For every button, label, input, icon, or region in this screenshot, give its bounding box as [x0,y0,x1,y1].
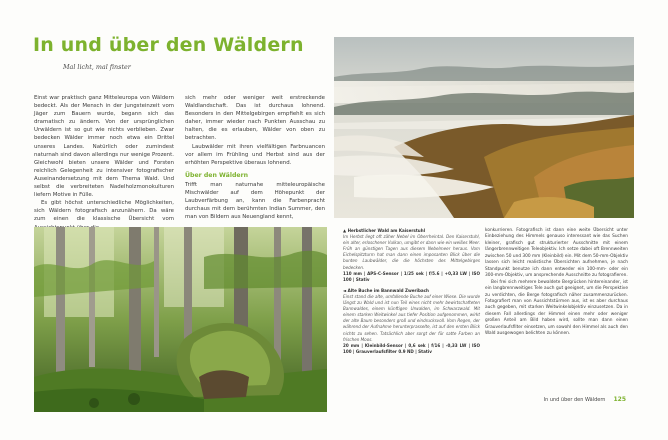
section-heading: Über den Wäldern [185,171,249,179]
page-footer [544,396,626,403]
paragraph: sich mehr oder weniger weit erstreckende Waldlandschaft. Das ist durchaus lohnend. Besonders in den Mittelgebirgen empfiehlt es sich daher, immer wieder nach Punkten Ausschau zu halten, die es erlauben, Wälder von oben zu betrachten. [185,95,325,142]
caption-text: Einst stand die alte, umfallende Buche auf einer Wiese. Die wurde längst zu Wald und ist nun Teil eines nicht mehr bewirtschafteten Bannwaldes, einem künftigen Urwalden, im Schwarzwald. Mit einem starken Weitwinkel aus tiefer Position aufgenommen, wirkt der alte Baum besonders groß und eindrucksvoll. Vom Regen, der während der Aufnahme herunterprasselte, ist auf den ersten Blick nichts zu sehen. Tatsächlich aber sorgt der für satte Farben an frischen Moos. [343,293,480,342]
paragraph: konkurrieren. Fotografisch ist dann eine weite Übersicht unter Einbeziehung des Himmels genauso interessant wie das Suchen kleiner, grafisch gut strukturierter Ausschnitte mit einem längerbrennweitigen Teleobjektiv. Ich setze dabei oft Brennweiten zwischen 50 und 300 mm (Kleinbild) ein. Mit dem 50-mm-Objektiv lassen sich leicht realistische Übersichten aufnehmen, je nach Standpunkt benutze ich dann entweder ein 100-mm- oder ein 300-mm-Objektiv, um ansprechende Ausschnitte zu fotografieren. [485,228,628,279]
page-title: In und über den Wäldern [33,34,304,56]
caption-title: ◄ Alte Buche im Bannwald Zweribach [343,287,429,293]
text-column-2 [185,94,325,221]
caption-meta: 20 mm | Kleinbild-Sensor | 0,6 sek | f/16 | -0,33 LW | ISO 100 | Grauverlaufsfilter 0.9 ND | Stativ [343,342,480,354]
photo-beech-forest [34,227,327,412]
photo-kaiserstuhl-fog [334,37,634,218]
paragraph: Einst war praktisch ganz Mitteleuropa von Wäldern bedeckt. Als der Mensch in der Jungsteinzeit vom Jäger zum Bauern wurde, begann sich das dramatisch zu ändern. Von der ursprünglichen Urwäldern ist so gut wie nichts verblieben. Zwar bedecken Wälder immer noch etwa ein Drittel unseres Landes. Natürlich oder zumindest naturnah sind davon allerdings nur wenige Prozent. Gleichwohl bieten unsere Wälder und Forsten reichlich Gelegenheit zu intensiver fotografischer Auseinandersetzung mit dem Thema Wald. Und selbst die verbreiteten Nadelholzmonokulturen liefern Motive in Fülle. [34,95,174,199]
text-column-3 [485,228,628,338]
running-footer-label: In und über den Wäldern [543,397,606,403]
paragraph: Es gibt höchst unterschiedliche Möglichkeiten, sich Wäldern fotografisch anzunähern. Da wäre zum einen die klassische Übersicht vom [34,200,174,223]
paragraph: Bei frei sich mehrere bewaldete Bergrücken hintereinander, ist ein langbrennweitiges Tele auch gut geeignet, um die Perspektive zu verdichten, die Berge fotografisch näher zusammenzurücken. Fotografiert man von Aussichtstürmen aus, ist es aber durchaus auch gegeben, mit starken Weitwinkelobjektiv einzusetzen. Da in diesem Fall allerdings der Himmel einen mehr oder weniger großen Anteil am Bild haben wird, sollte man dann einen Grauverlaufsfilter einsetzen, um sowohl den Himmel als auch den Wald ausgewogen belichten zu können. [485,279,628,337]
page-subtitle: Mal licht, mal finster [63,63,131,71]
page-number: 125 [613,396,626,403]
caption-meta: 110 mm | APS-C-Sensor | 1/25 sek | f/5.6 | +0,33 LW | ISO 100 | Stativ [343,270,480,282]
caption-block [343,228,480,355]
paragraph: Laubwälder mit ihren vielfältigen Farbnuancen vor allem im Frühling und Herbst sind aus der erhöhten Perspektive überaus lohnend. [185,143,325,166]
caption-title: ▲ Herbstlicher Wald am Kaiserstuhl [343,228,426,233]
paragraph: Trifft man naturnahe mitteleuropäische Mischwälder auf dem Höhepunkt der Laubverfärbung an, kann die Farbenpracht durchaus mit dem berühmten Indian Summer, den man von Bildern aus Neuengland kennt, [185,181,325,221]
caption-text: Im Herbst liegt oft zäher Nebel im Oberrheintal. Den Kaiserstuhl, ein alter, erloschener Vulkan, umgibt er dann wie ein weißes Meer. Früh an günstigen Tagen aus diesem Nebelmeer heraus. Vom Eichelspitzturm hat man dann einen imposanten Blick über die bunten Laubwälder, die die höchsten des Mittelgebirges bedecken. [343,234,480,270]
text-column-1 [34,94,174,232]
